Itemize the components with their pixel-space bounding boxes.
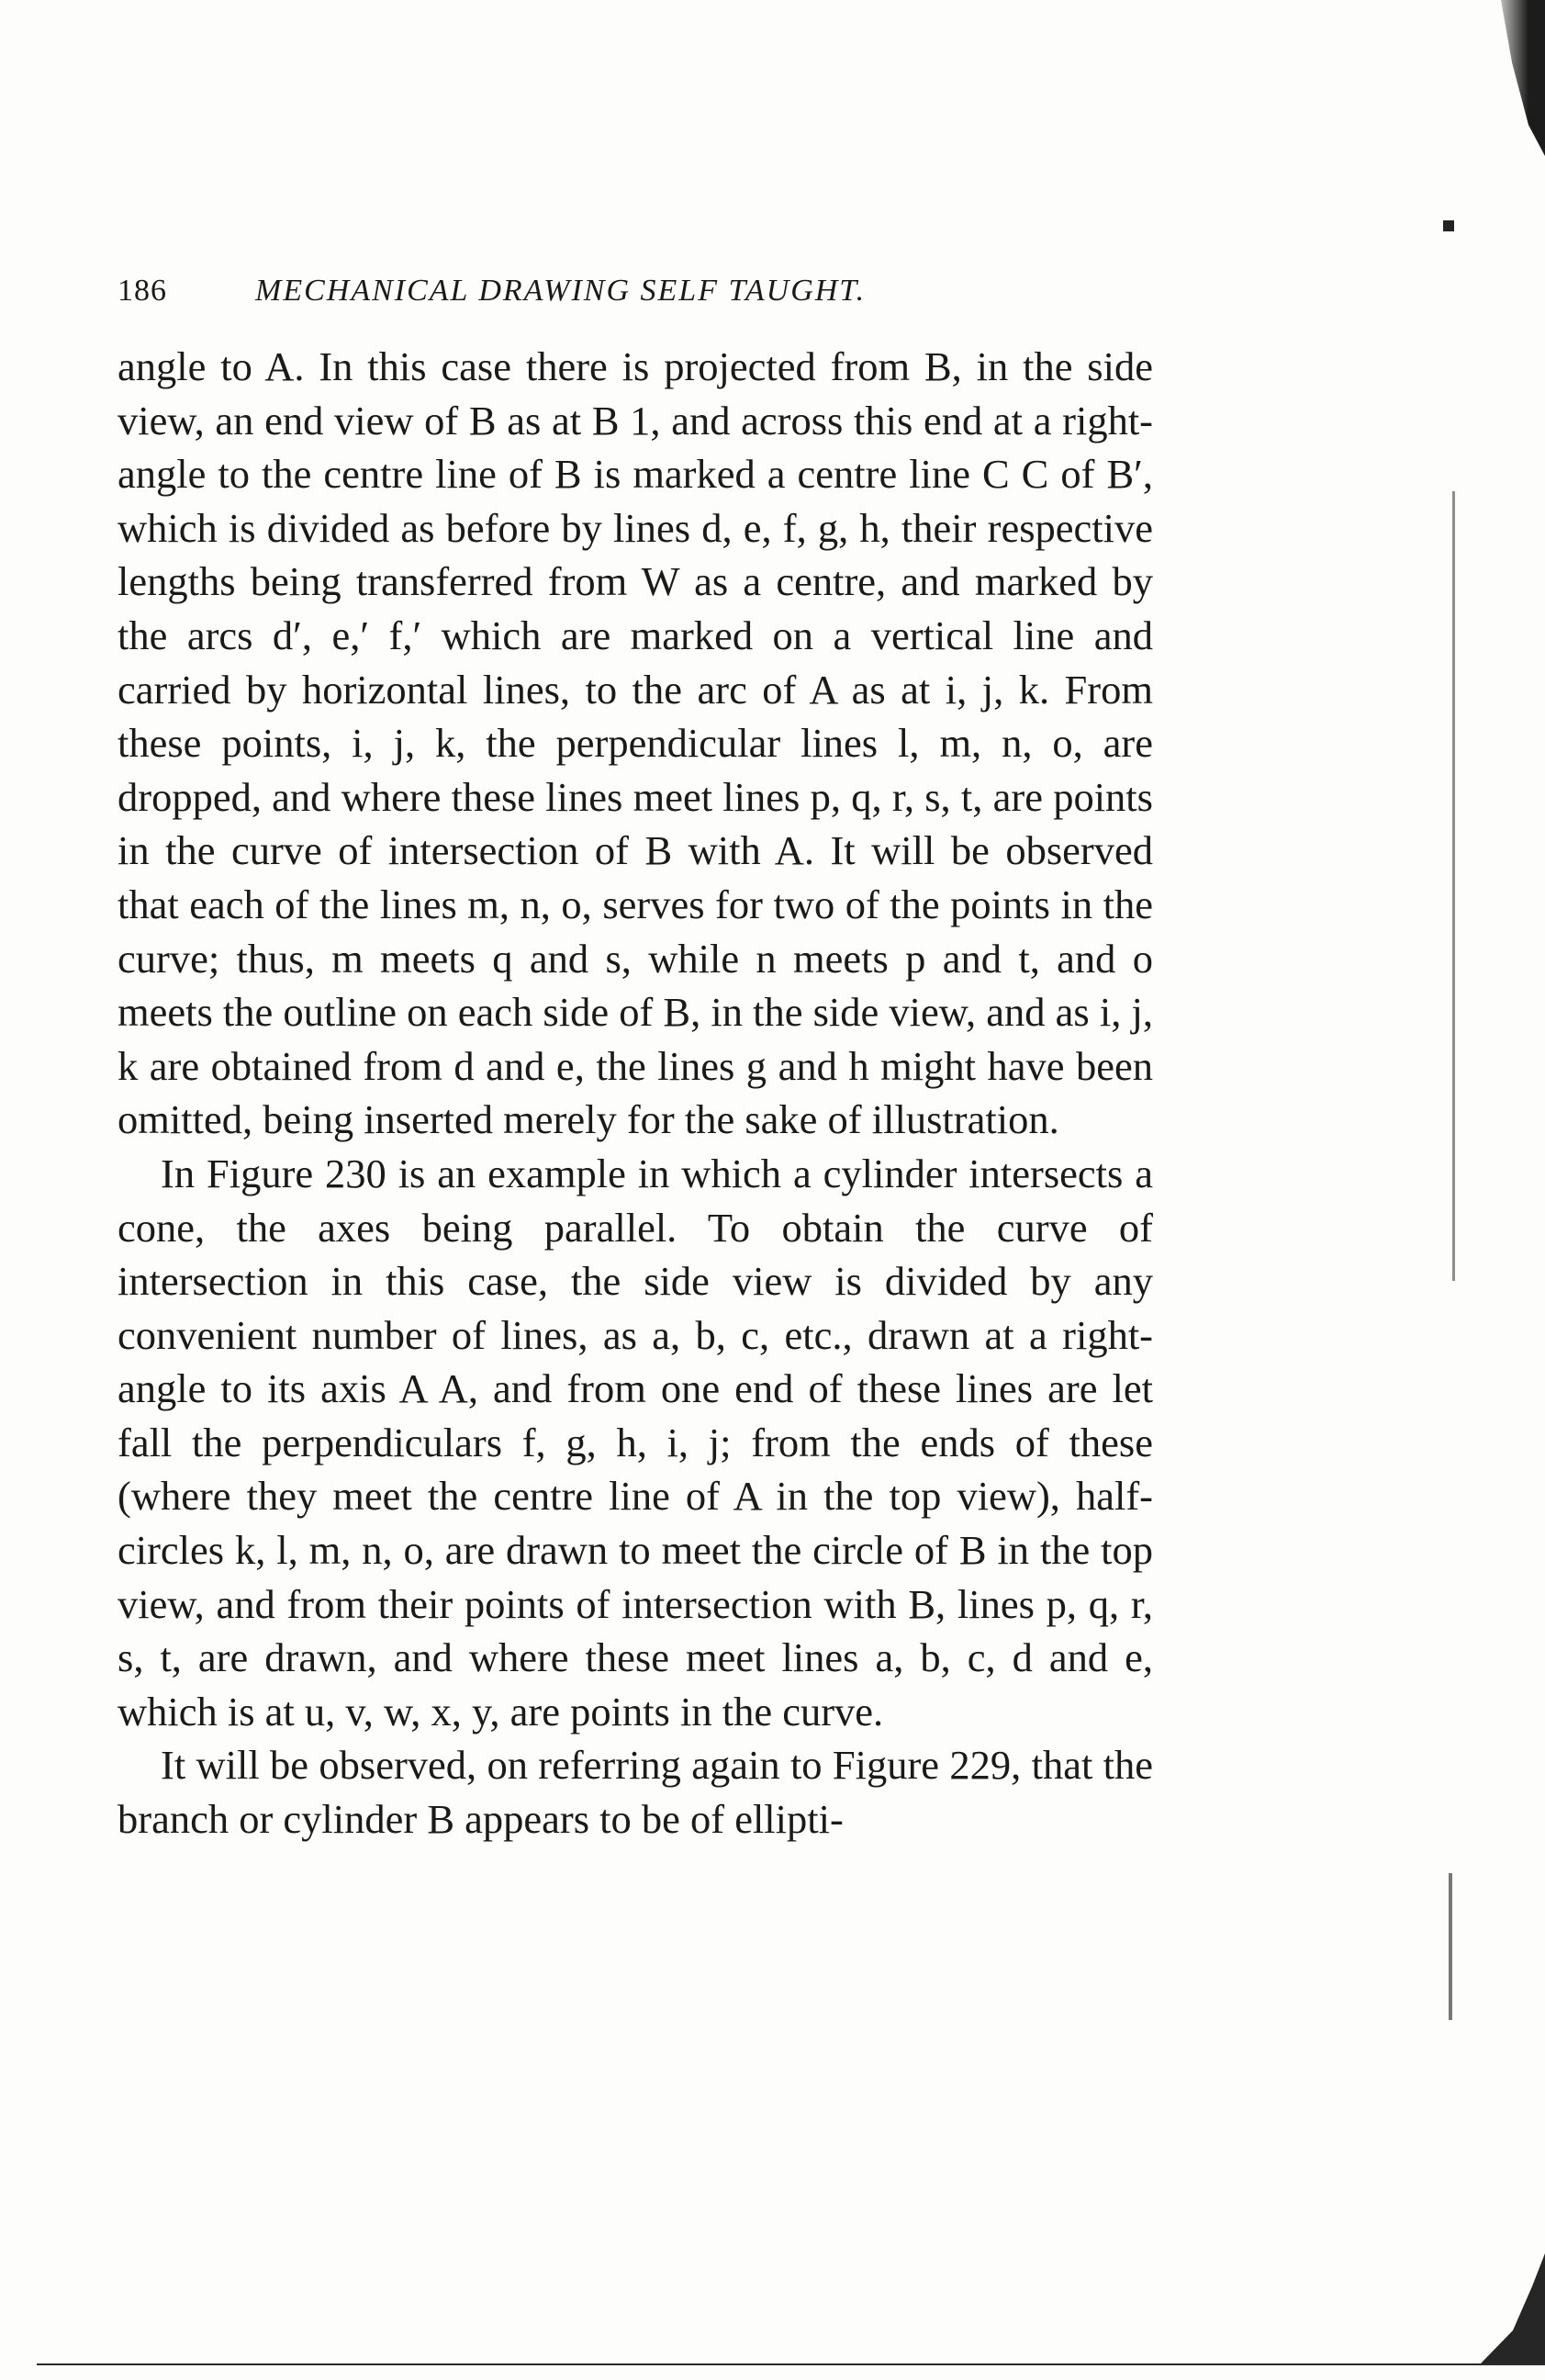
scan-edge-mark <box>1452 491 1455 1281</box>
body-text <box>118 340 1153 1847</box>
running-title: MECHANICAL DRAWING SELF TAUGHT. <box>255 274 867 308</box>
scan-edge-mark <box>1443 220 1454 231</box>
bottom-page-edge-line <box>37 2363 1545 2365</box>
paragraph: angle to A. In this case there is projected from B, in the side view, an end view of B as at B 1, and across this end at a right-angle to the centre line of B is marked a centre line C C of B′, which is divided as before by lines d, e, f, g, h, their respective lengths being transferred from W as a centre, and marked by the arcs d′, e,′ f,′ which are marked on a vertical line and carried by horizontal lines, to the arc of A as at i, j, k. From these points, i, j, k, the perpendicular lines l, m, n, o, are dropped, and where these lines meet lines p, q, r, s, t, are points in the curve of intersection of B with A. It will be observed that each of the lines m, n, o, serves for two of the points in the curve; thus, m meets q and s, while n meets p and t, and o meets the outline on each side of B, in the side view, and as i, j, k are obtained from d and e, the lines g and h might have been omitted, being inserted merely for the sake of illustration. <box>118 343 1153 1143</box>
scan-edge-mark <box>1449 1873 1452 2020</box>
paragraph: It will be observed, on referring again to Figure 229, that the branch or cylinder B appears to be of ellipti- <box>118 1742 1153 1843</box>
paragraph: In Figure 230 is an example in which a cylinder intersects a cone, the axes being parallel. To obtain the curve of intersection in this case, the side view is divided by any convenient number of lines, as a, b, c, etc., drawn at a right-angle to its axis A A, and from one end of these lines are let fall the perpendiculars f, g, h, i, j; from the ends of these (where they meet the centre line of A in the top view), half-circles k, l, m, n, o, are drawn to meet the circle of B in the top view, and from their points of intersection with B, lines p, q, r, s, t, are drawn, and where these meet lines a, b, c, d and e, which is at u, v, w, x, y, are points in the curve. <box>118 1150 1153 1734</box>
scan-edge-artifact-bottom <box>1481 2253 1545 2363</box>
running-head <box>118 274 1164 309</box>
scan-edge-artifact-top <box>1490 0 1545 156</box>
page-number: 186 <box>118 274 167 308</box>
